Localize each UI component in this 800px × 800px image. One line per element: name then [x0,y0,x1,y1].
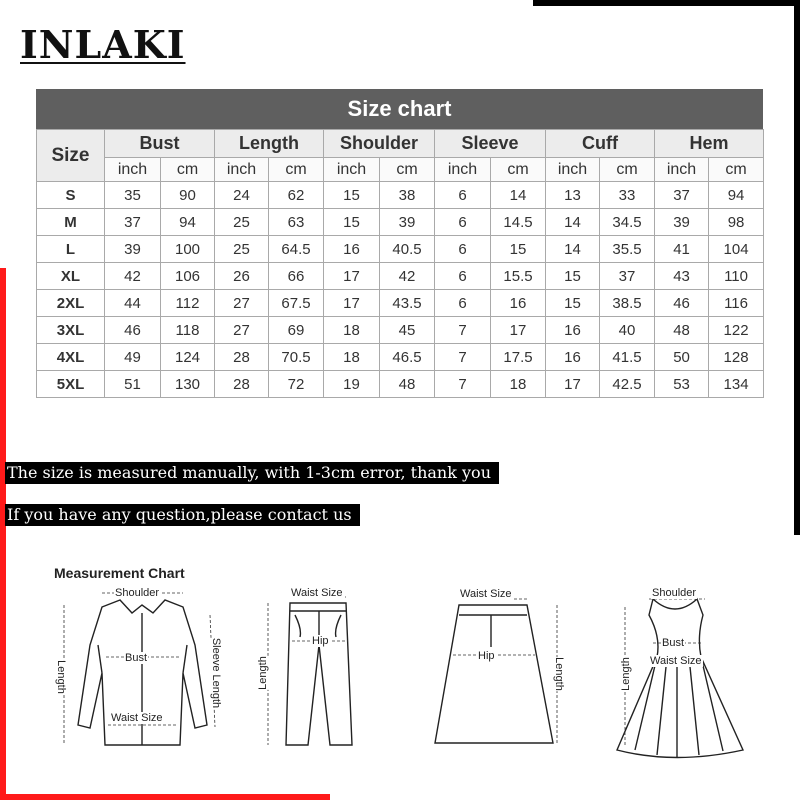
table-cell: 39 [655,209,709,236]
table-cell: 7 [435,344,491,371]
table-cell: 19 [324,371,380,398]
shirt-sleeve-label: Sleeve Length [210,637,223,709]
table-cell: 100 [161,236,215,263]
brand-logo: INLAKI [20,22,186,67]
unit-inch: inch [655,158,709,182]
table-cell: 110 [709,263,764,290]
table-cell: 14 [546,209,600,236]
table-cell: 16 [546,317,600,344]
table-cell: 25 [215,209,269,236]
table-cell: 98 [709,209,764,236]
table-cell: 134 [709,371,764,398]
size-chart-title: Size chart [36,89,763,129]
table-cell: 38 [380,182,435,209]
size-label: M [37,209,105,236]
table-cell: 90 [161,182,215,209]
table-cell: 15 [324,209,380,236]
table-row [37,209,764,236]
table-cell: 15 [491,236,546,263]
table-cell: 122 [709,317,764,344]
table-cell: 49 [105,344,161,371]
table-cell: 63 [269,209,324,236]
pants-waist-label: Waist Size [291,587,343,599]
size-label: 4XL [37,344,105,371]
header-row-units [37,158,764,182]
skirt-waist-label: Waist Size [460,588,512,600]
table-cell: 116 [709,290,764,317]
unit-cm: cm [380,158,435,182]
table-cell: 128 [709,344,764,371]
table-cell: 72 [269,371,324,398]
column-header-length: Length [215,130,324,158]
table-cell: 15 [546,290,600,317]
measurement-chart-title: Measurement Chart [54,565,185,581]
table-cell: 43.5 [380,290,435,317]
size-table-body [37,182,764,398]
table-cell: 15 [324,182,380,209]
table-cell: 35 [105,182,161,209]
table-cell: 17 [491,317,546,344]
table-cell: 41.5 [600,344,655,371]
table-cell: 39 [105,236,161,263]
table-cell: 17 [546,371,600,398]
table-cell: 39 [380,209,435,236]
table-cell: 44 [105,290,161,317]
table-cell: 43 [655,263,709,290]
table-cell: 38.5 [600,290,655,317]
table-cell: 37 [105,209,161,236]
table-cell: 6 [435,209,491,236]
error-note: The size is measured manually, with 1-3cm error, thank you [5,462,499,484]
table-cell: 48 [655,317,709,344]
table-cell: 13 [546,182,600,209]
table-cell: 41 [655,236,709,263]
column-header-cuff: Cuff [546,130,655,158]
table-cell: 35.5 [600,236,655,263]
table-row [37,290,764,317]
table-cell: 130 [161,371,215,398]
table-cell: 94 [709,182,764,209]
table-cell: 28 [215,371,269,398]
table-cell: 40 [600,317,655,344]
size-label: 2XL [37,290,105,317]
frame-border-bottom [0,794,330,800]
table-cell: 37 [655,182,709,209]
header-row-groups [37,130,764,158]
table-cell: 25 [215,236,269,263]
contact-note: If you have any question,please contact us [5,504,360,526]
skirt-length-label: Length [552,657,565,691]
dress-waist-label: Waist Size [650,655,702,667]
size-table [36,129,764,398]
table-row [37,344,764,371]
table-cell: 18 [491,371,546,398]
table-cell: 27 [215,290,269,317]
table-cell: 70.5 [269,344,324,371]
table-cell: 51 [105,371,161,398]
table-cell: 64.5 [269,236,324,263]
skirt-diagram [425,585,585,755]
table-cell: 66 [269,263,324,290]
shirt-diagram [50,585,230,755]
table-cell: 106 [161,263,215,290]
size-label: S [37,182,105,209]
unit-cm: cm [709,158,764,182]
table-cell: 14 [546,236,600,263]
table-cell: 28 [215,344,269,371]
table-cell: 46.5 [380,344,435,371]
table-cell: 50 [655,344,709,371]
skirt-hip-label: Hip [478,650,495,662]
table-row [37,236,764,263]
table-cell: 16 [491,290,546,317]
table-cell: 14 [491,182,546,209]
dress-shoulder-label: Shoulder [652,587,697,599]
table-row [37,182,764,209]
table-cell: 62 [269,182,324,209]
column-header-shoulder: Shoulder [324,130,435,158]
table-cell: 26 [215,263,269,290]
table-cell: 7 [435,317,491,344]
table-cell: 27 [215,317,269,344]
size-header: Size [37,130,105,182]
size-label: 3XL [37,317,105,344]
table-cell: 15 [546,263,600,290]
table-cell: 104 [709,236,764,263]
frame-border-top [533,0,800,6]
unit-inch: inch [546,158,600,182]
table-cell: 69 [269,317,324,344]
table-cell: 42 [380,263,435,290]
table-cell: 6 [435,290,491,317]
shirt-outline-icon [50,585,230,755]
table-cell: 17 [324,290,380,317]
column-header-bust: Bust [105,130,215,158]
pants-hip-label: Hip [312,635,329,647]
unit-cm: cm [491,158,546,182]
table-cell: 24 [215,182,269,209]
table-cell: 37 [600,263,655,290]
size-label: L [37,236,105,263]
size-chart [36,89,763,398]
unit-inch: inch [105,158,161,182]
column-header-sleeve: Sleeve [435,130,546,158]
column-header-hem: Hem [655,130,764,158]
unit-inch: inch [435,158,491,182]
table-row [37,263,764,290]
table-cell: 46 [105,317,161,344]
table-cell: 45 [380,317,435,344]
dress-bust-label: Bust [662,637,685,649]
table-cell: 6 [435,236,491,263]
table-cell: 18 [324,344,380,371]
table-cell: 112 [161,290,215,317]
unit-inch: inch [324,158,380,182]
unit-cm: cm [600,158,655,182]
table-cell: 48 [380,371,435,398]
table-cell: 16 [324,236,380,263]
frame-border-right [794,0,800,535]
table-cell: 16 [546,344,600,371]
frame-border-left [0,268,6,800]
table-cell: 17 [324,263,380,290]
table-cell: 67.5 [269,290,324,317]
table-cell: 15.5 [491,263,546,290]
table-cell: 6 [435,263,491,290]
table-cell: 42 [105,263,161,290]
table-cell: 118 [161,317,215,344]
table-cell: 46 [655,290,709,317]
table-cell: 33 [600,182,655,209]
table-row [37,371,764,398]
table-row [37,317,764,344]
table-cell: 18 [324,317,380,344]
pants-length-label: Length [256,656,269,690]
size-label: 5XL [37,371,105,398]
table-cell: 34.5 [600,209,655,236]
dress-length-label: Length [619,657,632,691]
table-cell: 7 [435,371,491,398]
table-cell: 6 [435,182,491,209]
shirt-length-label: Length [54,660,67,694]
size-label: XL [37,263,105,290]
dress-diagram [605,585,755,760]
table-cell: 124 [161,344,215,371]
unit-cm: cm [269,158,324,182]
table-cell: 40.5 [380,236,435,263]
table-cell: 53 [655,371,709,398]
table-cell: 17.5 [491,344,546,371]
table-cell: 94 [161,209,215,236]
shirt-shoulder-label: Shoulder [115,587,160,599]
pants-diagram [250,585,365,755]
unit-cm: cm [161,158,215,182]
shirt-bust-label: Bust [125,652,148,664]
table-cell: 42.5 [600,371,655,398]
unit-inch: inch [215,158,269,182]
table-cell: 14.5 [491,209,546,236]
shirt-waist-label: Waist Size [111,712,163,724]
